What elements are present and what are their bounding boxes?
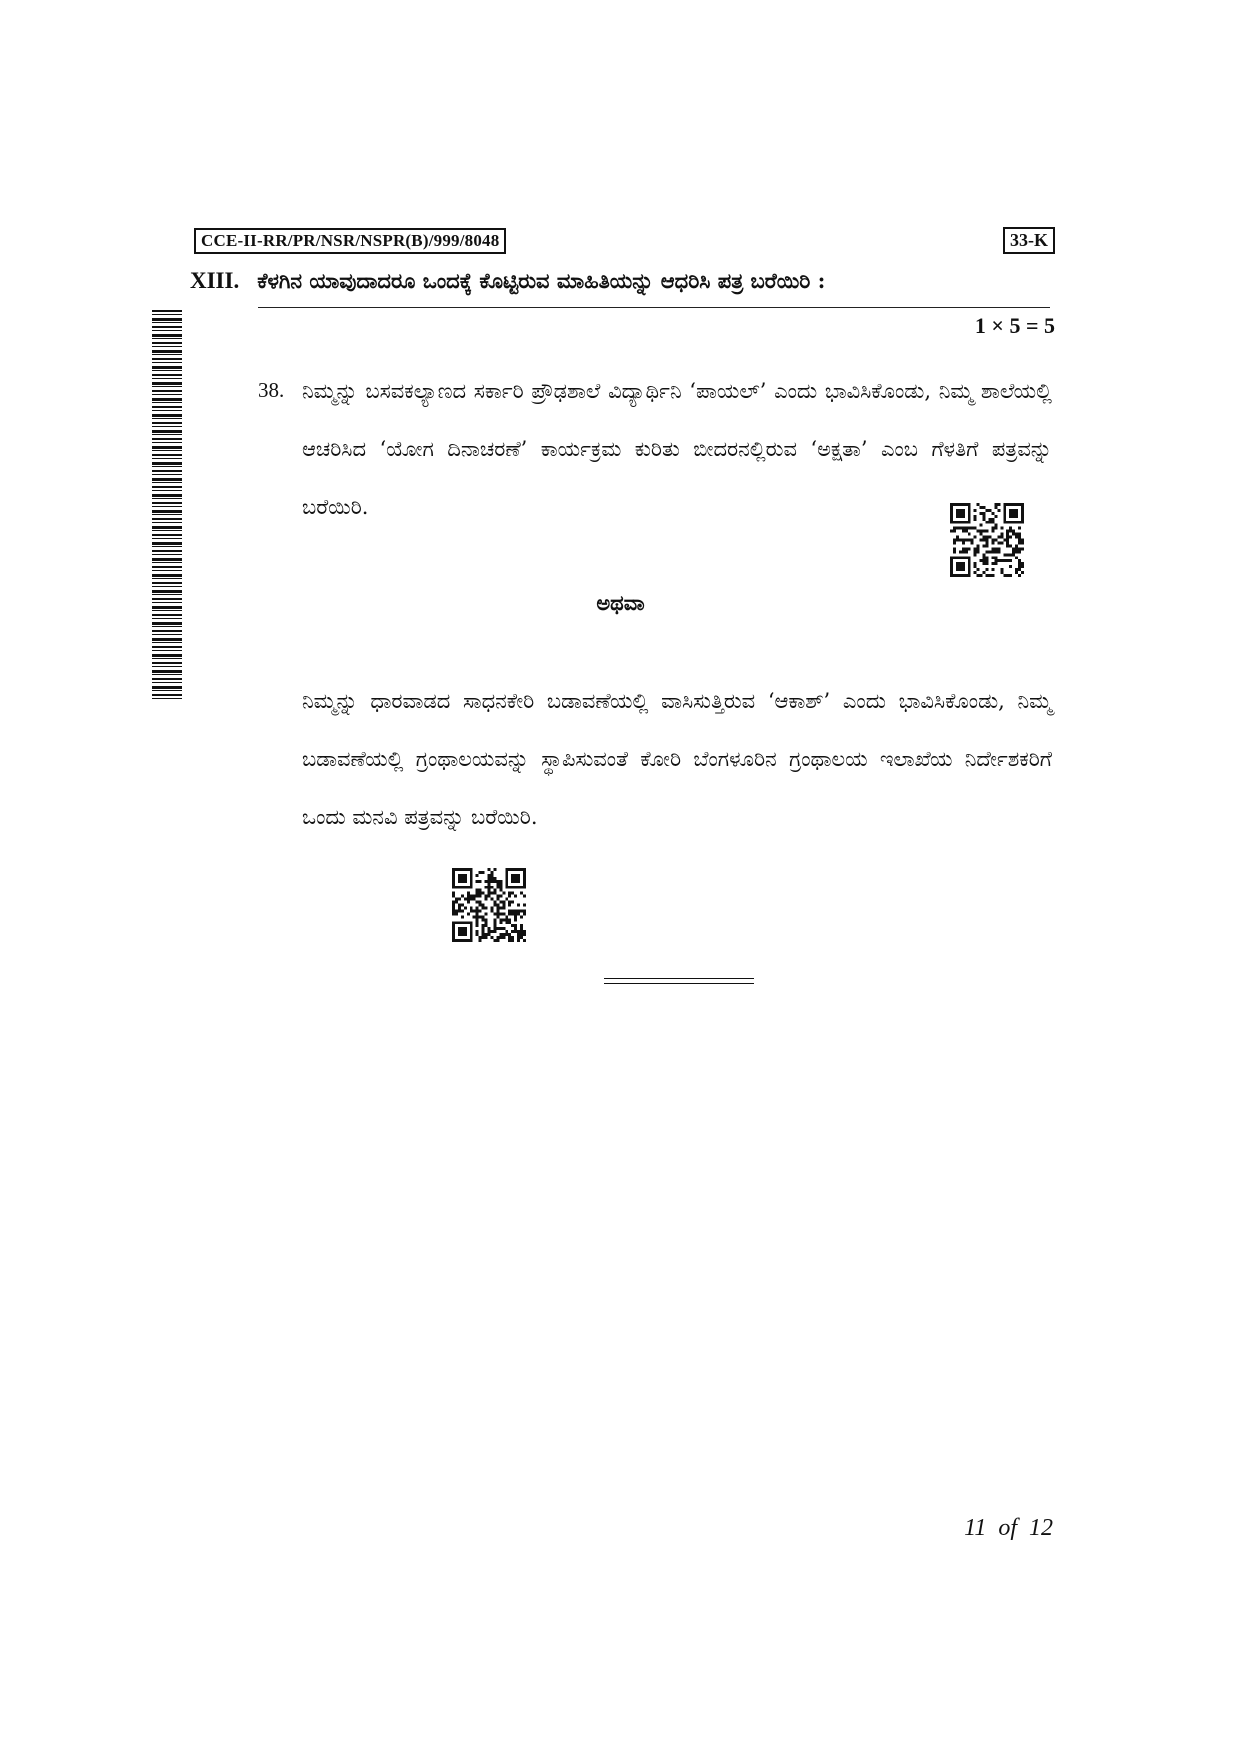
or-separator: ಅಥವಾ (596, 590, 645, 615)
end-of-section-rule (604, 978, 754, 984)
page-number: 11 of 12 (964, 1515, 1053, 1541)
qr-code-icon (950, 503, 1024, 577)
paper-code: 33-K (1003, 227, 1055, 254)
section-number: XIII. (190, 268, 240, 293)
question-option-a: ನಿಮ್ಮನ್ನು ಬಸವಕಲ್ಯಾಣದ ಸರ್ಕಾರಿ ಪ್ರೌಢಶಾಲೆ ವಿದ್ಯಾರ್ಥಿನಿ ‘ಪಾಯಲ್’ ಎಂದು ಭಾವಿಸಿಕೊಂಡು, ನಿಮ್ಮ ಶಾಲೆಯಲ್ಲಿ ಆಚರಿಸಿದ ‘ಯೋಗ ದಿನಾಚರಣೆ’ ಕಾರ್ಯಕ್ರಮ ಕುರಿತು ಬೀದರನಲ್ಲಿರುವ ‘ಅಕ್ಷತಾ’ ಎಂಬ ಗೆಳತಿಗೆ ಪತ್ರವನ್ನು ಬರೆಯಿರಿ. (302, 379, 1052, 519)
barcode-icon (152, 310, 182, 700)
question-option-b: ನಿಮ್ಮನ್ನು ಧಾರವಾಡದ ಸಾಧನಕೇರಿ ಬಡಾವಣೆಯಲ್ಲಿ ವಾಸಿಸುತ್ತಿರುವ ‘ಆಕಾಶ್’ ಎಂದು ಭಾವಿಸಿಕೊಂಡು, ನಿಮ್ಮ ಬಡಾವಣೆಯಲ್ಲಿ ಗ್ರಂಥಾಲಯವನ್ನು ಸ್ಥಾಪಿಸುವಂತೆ ಕೋರಿ ಬೆಂಗಳೂರಿನ ಗ್ರಂಥಾಲಯ ಇಲಾಖೆಯ ನಿರ್ದೇಶಕರಿಗೆ ಒಂದು ಮನವಿ ಪತ್ರವನ್ನು ಬರೆಯಿರಿ. (302, 689, 1052, 829)
section-heading (190, 268, 825, 294)
exam-code: CCE-II-RR/PR/NSR/NSPR(B)/999/8048 (194, 228, 506, 254)
section-instruction: ಕೆಳಗಿನ ಯಾವುದಾದರೂ ಒಂದಕ್ಕೆ ಕೊಟ್ಟಿರುವ ಮಾಹಿತಿಯನ್ನು ಆಧರಿಸಿ ಪತ್ರ ಬರೆಯಿರಿ : (257, 268, 826, 293)
marks-scheme: 1 × 5 = 5 (974, 313, 1055, 338)
qr-code-icon (452, 868, 526, 942)
heading-underline (258, 307, 1050, 308)
question-number: 38. (258, 378, 285, 402)
